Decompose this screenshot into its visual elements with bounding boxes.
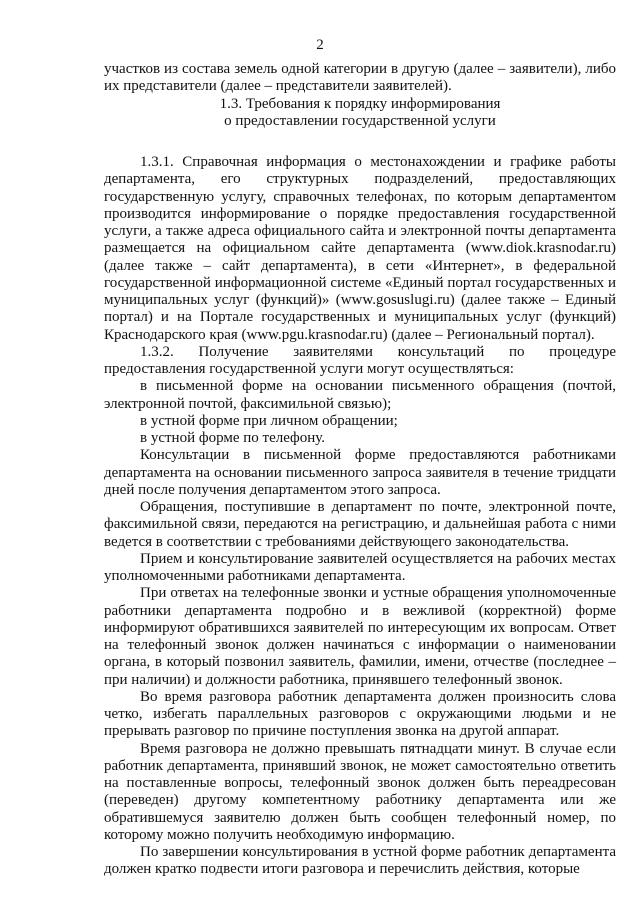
page-number: 2 (316, 37, 324, 53)
paragraph-consultation-end: По завершении консультирования в устной форме работник департамента должен кратко подвести итоги разговора и перечислить действия, которые (104, 844, 616, 878)
paragraph-incoming-requests: Обращения, поступившие в департамент по почте, электронной почте, факсимильной связи, передаются на регистрацию, и дальнейшая работа с ними ведется в соответствии с требованиями действующего законодательства. (104, 499, 616, 550)
section-heading-line-1: 1.3. Требования к порядку информирования (219, 95, 501, 112)
section-heading-line-2: о предоставлении государственной услуги (224, 112, 496, 129)
paragraph-1-3-2: 1.3.2. Получение заявителями консультаций по процедуре предоставления государственной услуги могут осуществляться: (104, 343, 616, 377)
paragraph-continuation: участков из состава земель одной категории в другую (далее – заявители), либо их представители (далее – представители заявителей). (104, 61, 616, 95)
list-item: в устной форме при личном обращении; (140, 412, 398, 429)
document-body (104, 61, 616, 879)
paragraph-conversation-time: Время разговора не должно превышать пятнадцати минут. В случае если работник департамента, принявший звонок, не может самостоятельно ответить на поставленные вопросы, телефонный звонок должен быть переадресован (переведен) другому компетентному работнику департамента или же обратившемуся заявителю должен быть сообщен телефонный номер, по которому можно получить необходимую информацию. (104, 740, 616, 843)
paragraph-1-3-1: 1.3.1. Справочная информация о местонахождении и графике работы департамента, его структурных подразделений, предоставляющих государственную услугу, справочных телефонах, по которым департаментом производится информирование о порядке предоставления государственной услуги, а также адреса официального сайта и электронной почты департамента размещается на официальном сайте департамента (www.diok.krasnodar.ru) (далее также – сайт департамента), в сети «Интернет», в федеральной государственной информационной системе «Единый портал государственных и муниципальных услуг (функций)» (www.gosuslugi.ru) (далее также – Единый портал) и на Портале государственных и муниципальных услуг (функций) Краснодарского края (www.pgu.krasnodar.ru) (далее – Региональный портал). (104, 154, 616, 343)
paragraph-phone-answers: При ответах на телефонные звонки и устные обращения уполномоченные работники департамента подробно и в вежливой (корректной) форме информируют обратившихся заявителей по интересующим их вопросам. Ответ на телефонный звонок должен начинаться с информации о наименовании органа, в который позвонил заявитель, фамилии, имени, отчестве (последнее – при наличии) и должности работника, принявшего телефонный звонок. (104, 585, 616, 688)
paragraph-conversation-rules: Во время разговора работник департамента должен произносить слова четко, избегать параллельных разговоров с окружающими людьми и не прерывать разговор по причине поступления звонка на другой аппарат. (104, 688, 616, 740)
list-item: в письменной форме на основании письменного обращения (почтой, электронной почтой, факсимильной связью); (104, 378, 616, 412)
paragraph-reception: Прием и консультирование заявителей осуществляется на рабочих местах уполномоченными работниками департамента. (104, 550, 616, 584)
list-item: в устной форме по телефону. (140, 430, 326, 446)
paragraph-written-consultations: Консультации в письменной форме предоставляются работниками департамента на основании письменного запроса заявителя в течение тридцати дней после получения департаментом этого запроса. (104, 447, 616, 498)
